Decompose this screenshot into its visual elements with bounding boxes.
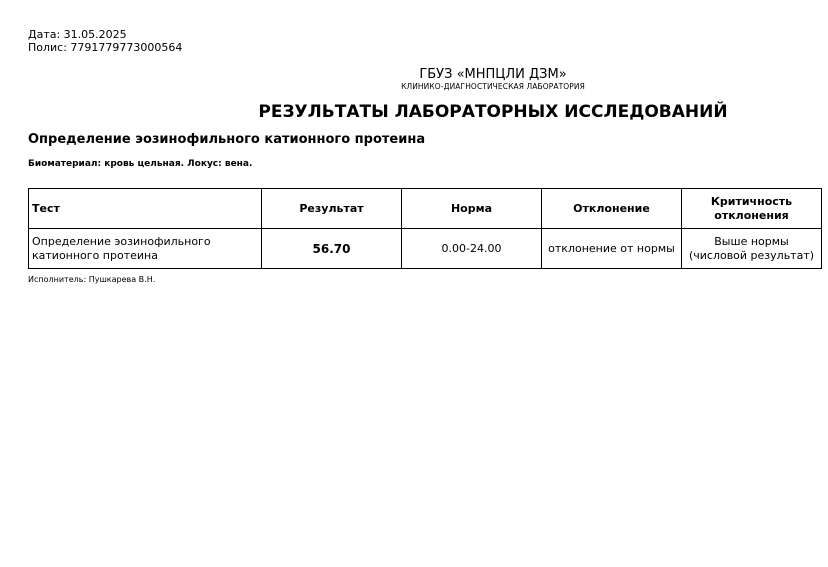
criticality-header-line1: Критичность xyxy=(710,194,793,208)
column-header-deviation: Отклонение xyxy=(542,189,682,229)
cell-result: 56.70 xyxy=(262,229,402,269)
organization-header xyxy=(0,67,828,92)
executor-line: Исполнитель: Пушкарева В.Н. xyxy=(28,275,156,284)
cell-norm: 0.00-24.00 xyxy=(402,229,542,269)
column-header-result: Результат xyxy=(262,189,402,229)
date-line: Дата: 31.05.2025 xyxy=(28,28,127,41)
cell-deviation: отклонение от нормы xyxy=(542,229,682,269)
cell-criticality: Выше нормы (числовой результат) xyxy=(682,229,822,269)
column-header-norm: Норма xyxy=(402,189,542,229)
table-header-row xyxy=(29,189,822,229)
test-name-heading: Определение эозинофильного катионного протеина xyxy=(28,132,426,147)
document-meta xyxy=(28,28,182,54)
biomaterial-line: Биоматериал: кровь цельная. Локус: вена. xyxy=(28,159,253,169)
criticality-header-line2: отклонения xyxy=(714,208,789,222)
policy-line: Полис: 7791779773000564 xyxy=(28,41,183,54)
results-table xyxy=(28,188,822,269)
cell-test: Определение эозинофильного катионного протеина xyxy=(29,229,262,269)
organization-subtitle: КЛИНИКО-ДИАГНОСТИЧЕСКАЯ ЛАБОРАТОРИЯ xyxy=(401,82,585,91)
document-title: РЕЗУЛЬТАТЫ ЛАБОРАТОРНЫХ ИССЛЕДОВАНИЙ xyxy=(258,102,728,122)
column-header-criticality xyxy=(682,189,822,229)
organization-name: ГБУЗ «МНПЦЛИ ДЗМ» xyxy=(419,67,567,82)
column-header-test: Тест xyxy=(29,189,262,229)
table-row xyxy=(29,229,822,269)
